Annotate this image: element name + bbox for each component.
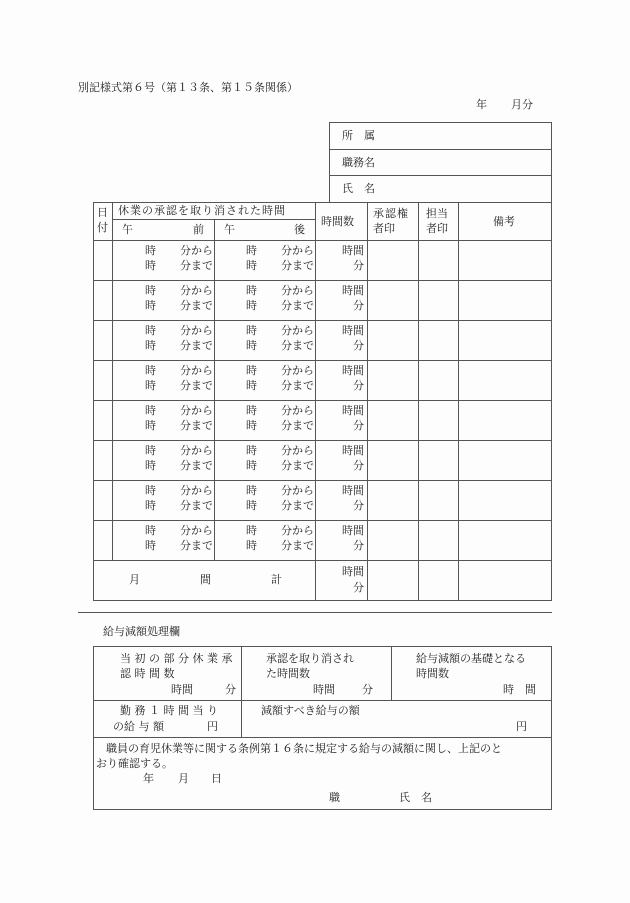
pm-from-hour: 時: [246, 444, 257, 457]
confirm-date-month: 月: [178, 772, 189, 785]
approver-seal-cell[interactable]: [368, 281, 417, 319]
total-hours-unit: 時間: [342, 565, 364, 578]
affiliation-field[interactable]: [400, 124, 548, 147]
remarks-cell[interactable]: [459, 281, 550, 319]
pm-until-minute: 分まで: [281, 299, 314, 312]
pm-from-minute: 分から: [281, 524, 314, 537]
hours-unit: 時間: [342, 364, 364, 377]
remarks-cell[interactable]: [459, 441, 550, 479]
staff-seal-cell[interactable]: [419, 521, 457, 559]
pm-from-minute: 分から: [281, 404, 314, 417]
am-until-hour: 時: [145, 539, 156, 552]
pm-from-hour: 時: [246, 404, 257, 417]
cancelled-hours-unit-m: 分: [362, 683, 373, 696]
confirmation-text-2: おり確認する。: [96, 757, 173, 770]
am-from-minute: 分から: [180, 404, 213, 417]
total-label-month: 月: [129, 573, 140, 586]
am-from-hour: 時: [145, 524, 156, 537]
pm-from-hour: 時: [246, 484, 257, 497]
cancelled-hours-label-2: た時間数: [266, 667, 310, 680]
am-until-minute: 分まで: [180, 379, 213, 392]
approver-seal-cell[interactable]: [368, 481, 417, 519]
hours-unit: 時間: [342, 404, 364, 417]
approver-seal-cell[interactable]: [368, 241, 417, 279]
am-until-minute: 分まで: [180, 499, 213, 512]
am-until-hour: 時: [145, 419, 156, 432]
remarks-cell[interactable]: [459, 521, 550, 559]
minutes-unit: 分: [353, 419, 364, 432]
remarks-cell[interactable]: [459, 241, 550, 279]
total-label-sum: 計: [271, 573, 282, 586]
am-until-hour: 時: [145, 379, 156, 392]
month-label: 月分: [511, 98, 533, 111]
approver-seal-header-2: 者印: [373, 222, 395, 235]
am-from-minute: 分から: [180, 284, 213, 297]
total-minutes-unit: 分: [353, 581, 364, 594]
hourly-pay-label-2: の給 与 額: [113, 720, 164, 733]
pm-until-hour: 時: [246, 379, 257, 392]
confirmation-text-1: 職員の育児休業等に関する条例第１６条に規定する給与の減額に関し、上記のと: [106, 742, 502, 755]
hours-unit: 時間: [342, 484, 364, 497]
staff-seal-cell[interactable]: [419, 481, 457, 519]
hours-unit: 時間: [342, 444, 364, 457]
approver-seal-cell[interactable]: [368, 321, 417, 359]
pm-until-minute: 分まで: [281, 379, 314, 392]
pm-from-hour: 時: [246, 324, 257, 337]
position-label: 職: [329, 791, 340, 804]
name-field[interactable]: [400, 177, 548, 200]
cancelled-hours-label-1: 承認を取り消され: [266, 652, 354, 665]
staff-seal-cell[interactable]: [419, 441, 457, 479]
pm-header-left: 午: [224, 223, 235, 236]
am-until-minute: 分まで: [180, 539, 213, 552]
hours-header: 時間数: [321, 215, 354, 228]
original-hours-label-1: 当 初 の 部 分 休 業 承: [120, 652, 233, 665]
pm-from-hour: 時: [246, 244, 257, 257]
am-until-hour: 時: [145, 459, 156, 472]
staff-seal-cell[interactable]: [419, 281, 457, 319]
staff-seal-header-2: 者印: [426, 222, 448, 235]
pm-until-minute: 分まで: [281, 259, 314, 272]
am-from-minute: 分から: [180, 444, 213, 457]
date-cell[interactable]: [94, 241, 112, 279]
pm-until-hour: 時: [246, 419, 257, 432]
original-hours-unit-m: 分: [225, 683, 236, 696]
original-hours-unit-h: 時間: [171, 683, 193, 696]
staff-seal-cell[interactable]: [419, 321, 457, 359]
confirm-date-day: 日: [211, 772, 222, 785]
am-until-minute: 分まで: [180, 339, 213, 352]
pm-from-hour: 時: [246, 364, 257, 377]
original-hours-label-2: 認 時 間 数: [120, 667, 175, 680]
reduction-amount-unit: 円: [516, 720, 527, 733]
staff-seal-cell[interactable]: [419, 241, 457, 279]
job-title-field[interactable]: [400, 151, 548, 174]
hourly-pay-unit: 円: [207, 720, 218, 733]
am-header-right: 前: [193, 223, 204, 236]
date-cell[interactable]: [94, 521, 112, 559]
pm-until-hour: 時: [246, 459, 257, 472]
basis-hours-unit: 時 間: [503, 683, 536, 696]
basis-hours-label-2: 時間数: [416, 667, 449, 680]
staff-seal-cell[interactable]: [419, 361, 457, 399]
section-divider: [78, 612, 552, 613]
pm-until-minute: 分まで: [281, 339, 314, 352]
minutes-unit: 分: [353, 299, 364, 312]
pm-from-minute: 分から: [281, 484, 314, 497]
hours-unit: 時間: [342, 324, 364, 337]
pm-until-hour: 時: [246, 339, 257, 352]
hours-unit: 時間: [342, 244, 364, 257]
basis-hours-label-1: 給与減額の基礎となる: [416, 652, 526, 665]
am-until-hour: 時: [145, 259, 156, 272]
remarks-header: 備考: [493, 215, 515, 228]
staff-seal-header-1: 担当: [426, 207, 448, 220]
cancelled-time-header: 休業の承認を取り消された時間: [118, 204, 286, 217]
pm-from-hour: 時: [246, 284, 257, 297]
pm-until-minute: 分まで: [281, 539, 314, 552]
approver-seal-cell[interactable]: [368, 361, 417, 399]
am-from-hour: 時: [145, 484, 156, 497]
pm-from-minute: 分から: [281, 324, 314, 337]
date-cell[interactable]: [94, 441, 112, 479]
am-from-hour: 時: [145, 324, 156, 337]
am-from-hour: 時: [145, 404, 156, 417]
date-cell[interactable]: [94, 321, 112, 359]
confirm-date-year: 年: [143, 772, 154, 785]
am-from-minute: 分から: [180, 364, 213, 377]
am-from-minute: 分から: [180, 324, 213, 337]
remarks-cell[interactable]: [459, 321, 550, 359]
minutes-unit: 分: [353, 499, 364, 512]
am-from-minute: 分から: [180, 524, 213, 537]
minutes-unit: 分: [353, 539, 364, 552]
am-until-hour: 時: [145, 499, 156, 512]
approver-seal-cell[interactable]: [368, 401, 417, 439]
approver-seal-header-1: 承認権: [373, 207, 409, 220]
minutes-unit: 分: [353, 339, 364, 352]
approver-seal-cell[interactable]: [368, 521, 417, 559]
pm-until-hour: 時: [246, 499, 257, 512]
minutes-unit: 分: [353, 459, 364, 472]
approver-seal-cell[interactable]: [368, 441, 417, 479]
pm-from-minute: 分から: [281, 364, 314, 377]
remarks-cell[interactable]: [459, 481, 550, 519]
reduction-amount-label: 減額すべき給与の額: [261, 704, 360, 717]
pm-from-minute: 分から: [281, 244, 314, 257]
minutes-unit: 分: [353, 379, 364, 392]
am-until-minute: 分まで: [180, 419, 213, 432]
total-label-between: 間: [200, 573, 211, 586]
am-until-hour: 時: [145, 299, 156, 312]
form-title: 別記様式第６号（第１３条、第１５条関係）: [78, 81, 298, 94]
date-cell[interactable]: [94, 361, 112, 399]
name-label: 氏 名: [342, 182, 375, 195]
salary-section-title: 給与減額処理欄: [103, 625, 180, 638]
hourly-pay-label-1: 勤 務 １ 時 間 当 り: [120, 704, 218, 717]
year-label: 年: [476, 98, 487, 111]
am-until-minute: 分まで: [180, 259, 213, 272]
signer-name-label: 氏 名: [399, 791, 432, 804]
hours-unit: 時間: [342, 524, 364, 537]
pm-from-minute: 分から: [281, 444, 314, 457]
am-from-hour: 時: [145, 364, 156, 377]
remarks-cell[interactable]: [459, 361, 550, 399]
pm-until-minute: 分まで: [281, 419, 314, 432]
pm-from-hour: 時: [246, 524, 257, 537]
pm-until-hour: 時: [246, 539, 257, 552]
pm-header-right: 後: [294, 223, 305, 236]
date-cell[interactable]: [94, 281, 112, 319]
am-until-minute: 分まで: [180, 459, 213, 472]
pm-until-minute: 分まで: [281, 499, 314, 512]
job-title-label: 職務名: [342, 156, 375, 169]
pm-until-hour: 時: [246, 299, 257, 312]
pm-from-minute: 分から: [281, 284, 314, 297]
remarks-cell[interactable]: [459, 401, 550, 439]
hours-unit: 時間: [342, 284, 364, 297]
minutes-unit: 分: [353, 259, 364, 272]
am-from-hour: 時: [145, 244, 156, 257]
am-until-minute: 分まで: [180, 299, 213, 312]
date-header-top: 日: [97, 206, 108, 219]
am-from-hour: 時: [145, 444, 156, 457]
am-header-left: 午: [122, 223, 133, 236]
pm-until-hour: 時: [246, 259, 257, 272]
date-cell[interactable]: [94, 401, 112, 439]
pm-until-minute: 分まで: [281, 459, 314, 472]
staff-seal-cell[interactable]: [419, 401, 457, 439]
am-from-minute: 分から: [180, 244, 213, 257]
cancelled-hours-unit-h: 時間: [313, 683, 335, 696]
date-header-bottom: 付: [97, 221, 108, 234]
am-from-minute: 分から: [180, 484, 213, 497]
date-cell[interactable]: [94, 481, 112, 519]
am-from-hour: 時: [145, 284, 156, 297]
am-until-hour: 時: [145, 339, 156, 352]
affiliation-label: 所 属: [342, 129, 375, 142]
